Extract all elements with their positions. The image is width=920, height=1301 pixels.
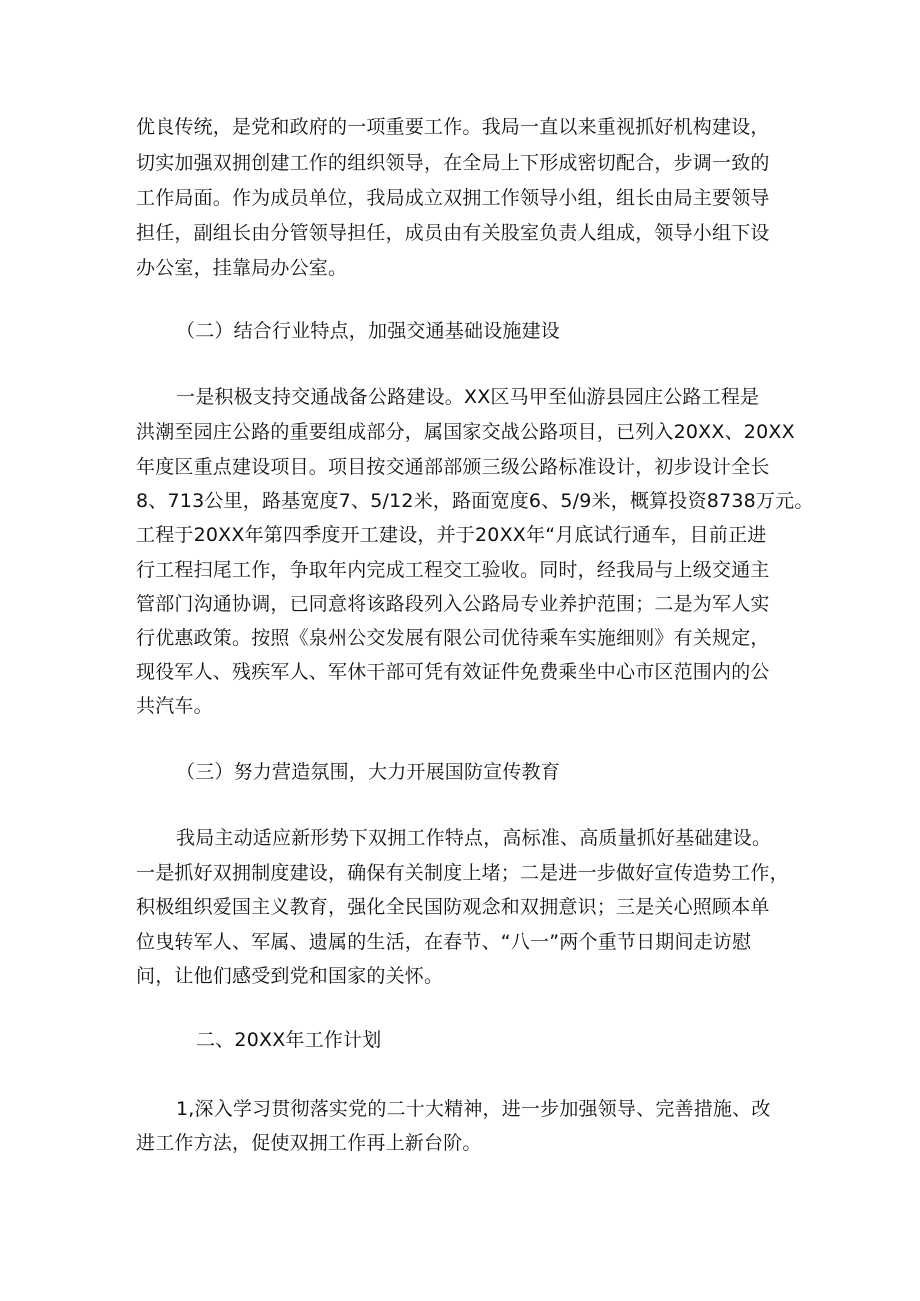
paragraph-line: 办公室，挂靠局办公室。	[136, 257, 348, 279]
paragraph-line: 工程于20XX年第四季度开工建设，并于20XX年“月底试行通车，目前正进	[136, 524, 767, 546]
paragraph-line: 问，让他们感受到党和国家的关怀。	[136, 965, 444, 987]
paragraph-line: 洪潮至园庄公路的重要组成部分，属国家交战公路项目，已列入20XX、20XX	[136, 421, 795, 443]
paragraph-line: 共汽车。	[136, 695, 213, 717]
paragraph-line: 切实加强双拥创建工作的组织领导，在全局上下形成密切配合，步调一致的	[136, 152, 770, 174]
paragraph-line: 一是抓好双拥制度建设，确保有关制度上堵；二是进一步做好宣传造势工作，	[136, 862, 789, 884]
paragraph-line: 8、713公里，路基宽度7、5/12米，路面宽度6、5/9米，概算投资8738万元。	[136, 490, 814, 512]
section-heading: （三）努力营造氛围，大力开展国防宣传教育	[176, 761, 561, 783]
paragraph-line: 我局主动适应新形势下双拥工作特点，高标准、高质量抓好基础建设。	[176, 827, 772, 849]
paragraph-line: 担任，副组长由分管领导担任，成员由有关股室负责人组成，领导小组下设	[136, 222, 770, 244]
paragraph-line: 管部门沟通协调，已同意将该路段列入公路局专业养护范围；二是为军人实	[136, 593, 770, 615]
paragraph-line: 行工程扫尾工作，争取年内完成工程交工验收。同时，经我局与上级交通主	[136, 559, 770, 581]
section-heading: （二）结合行业特点，加强交通基础设施建设	[176, 320, 561, 342]
paragraph-line: 现役军人、残疾军人、军休干部可凭有效证件免费乘坐中心市区范围内的公	[136, 661, 770, 683]
paragraph-line: 一是积极支持交通战备公路建设。XX区马甲至仙游县园庄公路工程是	[176, 386, 760, 408]
paragraph-line: 位曳转军人、军属、遗属的生活，在春节、“八一”两个重节日期间走访慰	[136, 931, 752, 953]
section-title: 二、20XX年工作计划	[196, 1029, 382, 1051]
paragraph-line: 工作局面。作为成员单位，我局成立双拥工作领导小组，组长由局主要领导	[136, 187, 770, 209]
paragraph-line: 进工作方法，促使双拥工作再上新台阶。	[136, 1132, 482, 1154]
paragraph-line: 1,深入学习贯彻落实党的二十大精神，进一步加强领导、完善措施、改	[176, 1098, 771, 1120]
paragraph-line: 优良传统，是党和政府的一项重要工作。我局一直以来重视抓好机构建设，	[136, 116, 770, 138]
paragraph-line: 年度区重点建设项目。项目按交通部部颁三级公路标准设计，初步设计全长	[136, 456, 770, 478]
paragraph-line: 积极组织爱国主义教育，强化全民国防观念和双拥意识；三是关心照顾本单	[136, 896, 770, 918]
paragraph-line: 行优惠政策。按照《泉州公交发展有限公司优待乘车实施细则》有关规定，	[136, 627, 770, 649]
